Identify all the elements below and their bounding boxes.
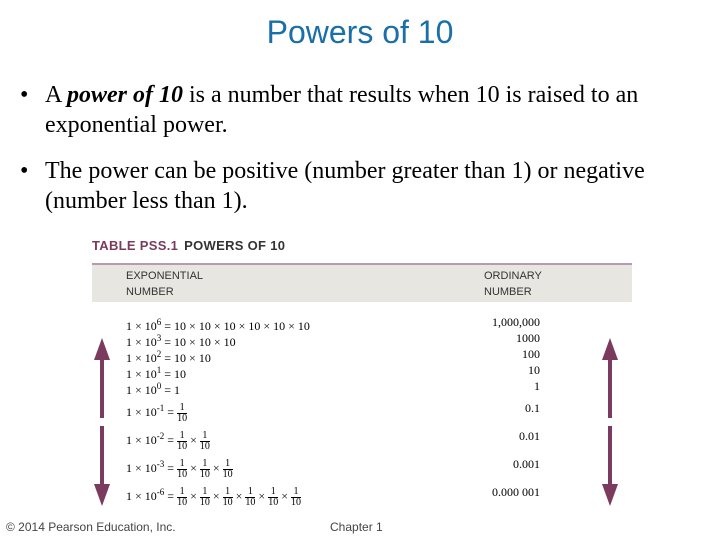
exponent: -6 (156, 487, 165, 497)
times-sign: × (255, 489, 269, 503)
fraction-numerator: 1 (268, 487, 278, 498)
col-ordinary-header (484, 268, 542, 300)
table-name: POWERS OF 10 (184, 238, 286, 253)
fraction-numerator: 1 (291, 487, 301, 498)
fraction (177, 431, 187, 452)
fraction (223, 487, 233, 508)
table-row (126, 428, 210, 452)
exponent: -1 (156, 403, 165, 413)
bullet-2-text: The power can be positive (number greater than 1) or negative (number less than 1). (45, 158, 645, 214)
fraction-denominator: 10 (199, 496, 210, 508)
table-header (92, 263, 632, 302)
fraction-denominator: 10 (290, 496, 301, 508)
expansion: = 10 (161, 367, 187, 381)
col1-line1: EXPONENTIAL (126, 270, 204, 282)
times-sign: × (187, 433, 200, 447)
fraction (268, 487, 278, 508)
col1-line2: NUMBER (126, 286, 174, 298)
exponent: 2 (156, 349, 162, 359)
times-sign: × (187, 461, 200, 475)
exponential-base: 1 × 10 (126, 405, 157, 419)
exponential-base: 1 × 10 (126, 489, 157, 503)
down-arrow-icon (602, 426, 618, 506)
exponent: -2 (156, 431, 165, 441)
exponential-base: 1 × 10 (126, 351, 157, 365)
fraction (177, 403, 187, 424)
bullet-1-emphasis: power of 10 (67, 82, 184, 108)
up-arrow-icon (94, 338, 110, 418)
down-arrow-icon (94, 426, 110, 506)
arrows-left (92, 338, 112, 508)
times-sign: × (232, 489, 246, 503)
exponential-base: 1 × 10 (126, 383, 157, 397)
ordinary-value: 100 (522, 347, 540, 361)
table-row (126, 456, 233, 480)
bullet-1-pre: A (45, 82, 68, 108)
expansion: = 10 × 10 × 10 (161, 335, 236, 349)
fraction (177, 487, 187, 508)
fraction (291, 487, 301, 508)
expansion: = 1 (161, 383, 181, 397)
times-sign: × (187, 489, 200, 503)
bullet-1 (20, 80, 715, 140)
table-row (126, 378, 180, 399)
fraction-denominator: 10 (177, 440, 188, 452)
ordinary-value: 0.01 (519, 429, 540, 443)
table-code: TABLE PSS.1 (92, 238, 179, 253)
bullet-2 (20, 156, 715, 216)
fraction-numerator: 1 (223, 487, 233, 498)
ordinary-value: 1000 (516, 331, 540, 345)
expansion: = 10 × 10 (161, 351, 211, 365)
equals: = (164, 461, 178, 475)
fraction-denominator: 10 (199, 468, 210, 480)
fraction (223, 459, 233, 480)
exponential-base: 1 × 10 (126, 335, 157, 349)
arrows-right (600, 338, 620, 508)
expansion: = 10 × 10 × 10 × 10 × 10 × 10 (161, 319, 310, 333)
fraction-denominator: 10 (199, 440, 210, 452)
footer-chapter: Chapter 1 (330, 520, 383, 534)
table-row (126, 400, 187, 424)
fraction-denominator: 10 (222, 468, 233, 480)
fraction-denominator: 10 (177, 468, 188, 480)
fraction-denominator: 10 (268, 496, 279, 508)
fraction-numerator: 1 (223, 459, 233, 470)
fraction-numerator: 1 (177, 487, 187, 498)
ordinary-value: 0.001 (513, 457, 540, 471)
col2-line1: ORDINARY (484, 270, 542, 282)
ordinary-value: 0.1 (525, 401, 540, 415)
exponent: 0 (156, 381, 162, 391)
fraction-numerator: 1 (177, 431, 187, 442)
times-sign: × (278, 489, 291, 503)
col-exponential-header (126, 268, 203, 300)
fraction-numerator: 1 (200, 431, 210, 442)
ordinary-value: 1,000,000 (492, 315, 540, 329)
fraction (200, 487, 210, 508)
up-arrow-icon (602, 338, 618, 418)
exponent: -3 (156, 459, 165, 469)
equals: = (164, 433, 178, 447)
table-row (126, 484, 301, 508)
fraction-numerator: 1 (200, 459, 210, 470)
times-sign: × (209, 461, 223, 475)
footer-copyright: © 2014 Pearson Education, Inc. (6, 520, 176, 534)
slide-title: Powers of 10 (266, 14, 454, 50)
fraction (200, 459, 210, 480)
exponential-base: 1 × 10 (126, 319, 157, 333)
exponent: 6 (156, 317, 162, 327)
fraction-numerator: 1 (177, 403, 187, 414)
fraction-denominator: 10 (177, 496, 188, 508)
bullet-dot: • (20, 82, 29, 108)
fraction-numerator: 1 (245, 487, 255, 498)
fraction (177, 459, 187, 480)
bullet-dot: • (20, 158, 29, 184)
fraction-denominator: 10 (222, 496, 233, 508)
fraction (200, 431, 210, 452)
bullet-1-post: is a number that results when 10 is raised to an exponential power. (45, 82, 639, 138)
exponent: 3 (156, 333, 162, 343)
fraction-denominator: 10 (245, 496, 256, 508)
ordinary-value: 10 (528, 363, 540, 377)
exponential-base: 1 × 10 (126, 461, 157, 475)
exponential-base: 1 × 10 (126, 433, 157, 447)
times-sign: × (209, 489, 223, 503)
exponent: 1 (156, 365, 162, 375)
fraction-numerator: 1 (177, 459, 187, 470)
exponential-base: 1 × 10 (126, 367, 157, 381)
equals: = (164, 489, 178, 503)
fraction-denominator: 10 (177, 412, 188, 424)
ordinary-value: 0.000 001 (492, 485, 540, 499)
fraction-numerator: 1 (200, 487, 210, 498)
fraction (245, 487, 255, 508)
ordinary-value: 1 (534, 379, 540, 393)
equals: = (164, 405, 178, 419)
table-title (92, 238, 285, 253)
col2-line2: NUMBER (484, 286, 532, 298)
